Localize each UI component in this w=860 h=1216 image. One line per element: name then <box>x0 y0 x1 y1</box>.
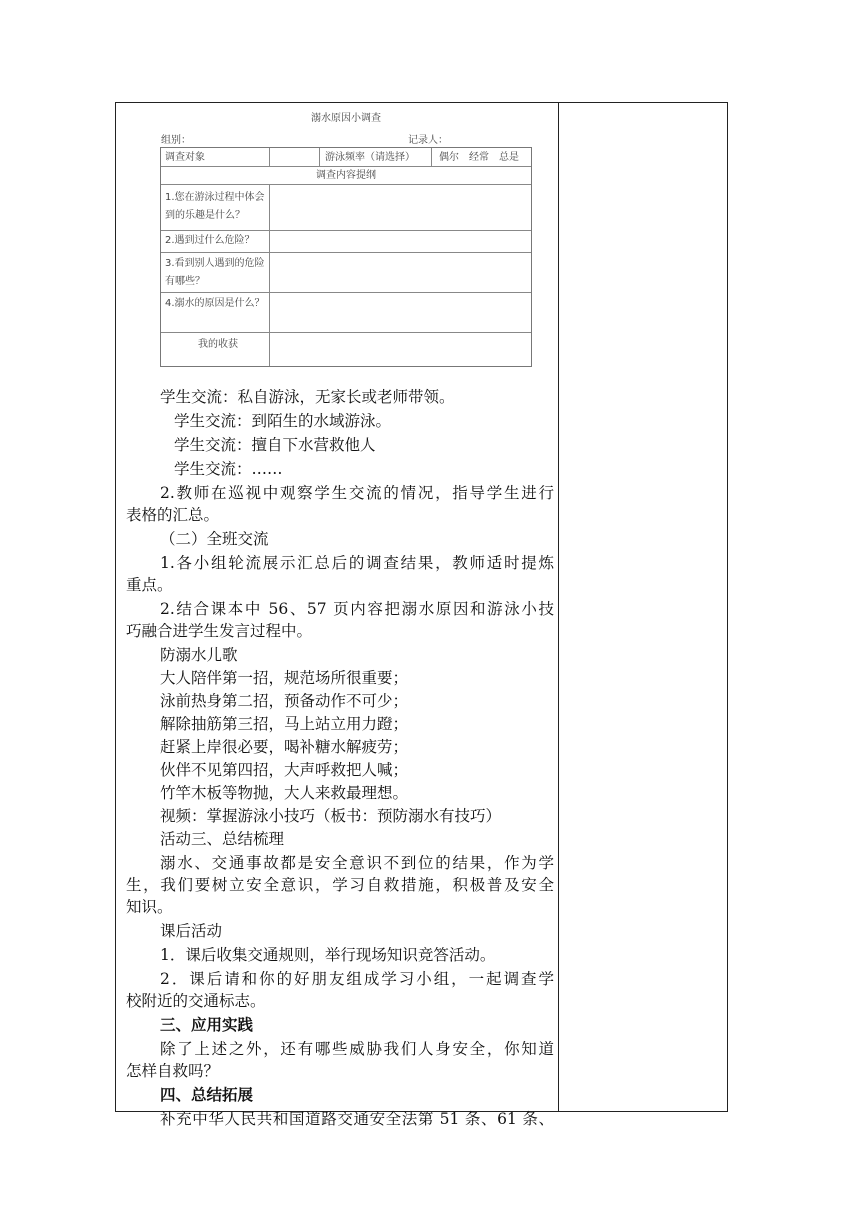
text-line: 补充中华人民共和国道路交通安全法第 51 条、61 条、 <box>160 1110 554 1128</box>
text-line: 知识。 <box>126 898 173 916</box>
gains-label: 我的收获 <box>198 339 238 350</box>
survey-grid <box>160 147 532 367</box>
text-line: 2．课后请和你的好朋友组成学习小组，一起调查学 <box>160 970 554 988</box>
grid-line <box>269 184 270 366</box>
header-frequency: 游泳频率（请选择） <box>325 152 415 163</box>
grid-line <box>431 148 432 166</box>
text-line: 1.各小组轮流展示汇总后的调查结果，教师适时提炼 <box>160 554 554 572</box>
text-line: 1．课后收集交通规则，举行现场知识竞答活动。 <box>160 946 496 964</box>
outline-title: 调查内容提纲 <box>316 170 376 181</box>
song-line: 竹竿木板等物抛，大人来救最理想。 <box>160 784 409 802</box>
text-line: 表格的汇总。 <box>126 506 220 524</box>
song-line: 伙伴不见第四招，大声呼救把人喊； <box>160 761 409 779</box>
question-3: 3.看到别人遇到的危险有哪些？ <box>165 258 265 287</box>
question-4: 4.溺水的原因是什么？ <box>165 298 265 309</box>
text-line: 溺水、交通事故都是安全意识不到位的结果，作为学 <box>160 854 554 872</box>
lesson-table <box>115 102 728 1128</box>
song-line: 解除抽筋第三招，马上站立用力蹬； <box>160 715 409 733</box>
text-line: 学生交流：到陌生的水域游泳。 <box>174 412 392 430</box>
recorder-label: 记录人： <box>408 135 448 146</box>
text-line: 巧融合进学生发言过程中。 <box>126 622 313 640</box>
text-line: 校附近的交通标志。 <box>126 992 266 1010</box>
text-line: 学生交流：擅自下水营救他人 <box>174 436 376 454</box>
column-divider <box>558 103 559 1111</box>
text-line: 生，我们要树立安全意识，学习自救措施，积极普及安全 <box>126 876 554 894</box>
section-heading: 活动三、总结梳理 <box>160 830 285 848</box>
survey-form-image <box>156 107 536 369</box>
song-title: 防溺水儿歌 <box>160 646 238 664</box>
song-line: 大人陪伴第一招，规范场所很重要； <box>160 669 409 687</box>
group-label: 组别： <box>161 135 191 146</box>
question-2: 2.遇到过什么危险？ <box>165 235 255 246</box>
song-line: 赶紧上岸很必要，喝补糖水解疲劳； <box>160 738 409 756</box>
header-subject: 调查对象 <box>165 152 205 163</box>
section-heading: （二）全班交流 <box>160 530 269 548</box>
header-options: 偶尔 经常 总是 <box>439 152 519 163</box>
section-heading: 课后活动 <box>160 922 223 940</box>
grid-line <box>319 148 320 166</box>
text-line: 学生交流：私自游泳，无家长或老师带领。 <box>160 388 455 406</box>
text-line: 学生交流：…… <box>174 460 283 478</box>
text-line: 2.教师在巡视中观察学生交流的情况，指导学生进行 <box>160 484 554 502</box>
question-1: 1.您在游泳过程中体会到的乐趣是什么？ <box>165 192 265 221</box>
text-line: 重点。 <box>126 576 173 594</box>
text-line: 2.结合课本中 56、57 页内容把溺水原因和游泳小技 <box>160 600 554 618</box>
text-line: 除了上述之外，还有哪些威胁我们人身安全，你知道 <box>160 1040 554 1058</box>
survey-title: 溺水原因小调查 <box>311 113 381 124</box>
text-line: 怎样自救吗？ <box>126 1062 220 1080</box>
song-line: 泳前热身第二招，预备动作不可少； <box>160 692 409 710</box>
section-heading: 三、应用实践 <box>160 1015 254 1034</box>
text-line: 视频：掌握游泳小技巧（板书：预防溺水有技巧） <box>160 807 502 825</box>
grid-line <box>269 148 270 166</box>
section-heading: 四、总结拓展 <box>160 1085 254 1104</box>
